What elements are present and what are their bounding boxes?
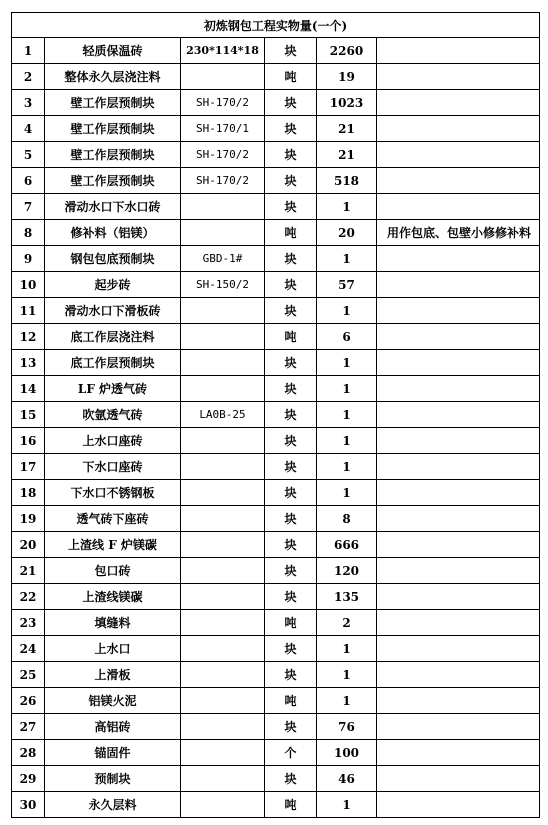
note-cell bbox=[377, 636, 540, 662]
row-number-cell: 10 bbox=[12, 272, 45, 298]
table-row bbox=[12, 350, 540, 376]
unit-cell: 块 bbox=[265, 298, 317, 324]
material-name-cell: LF 炉透气砖 bbox=[45, 376, 181, 402]
spec-cell bbox=[181, 558, 265, 584]
note-cell bbox=[377, 298, 540, 324]
table-row bbox=[12, 532, 540, 558]
table-row bbox=[12, 662, 540, 688]
quantity-cell: 76 bbox=[317, 714, 377, 740]
quantity-cell: 2260 bbox=[317, 38, 377, 64]
row-number-cell: 23 bbox=[12, 610, 45, 636]
spec-cell bbox=[181, 64, 265, 90]
row-number-cell: 7 bbox=[12, 194, 45, 220]
note-cell bbox=[377, 168, 540, 194]
quantity-cell: 19 bbox=[317, 64, 377, 90]
table-row bbox=[12, 272, 540, 298]
note-cell bbox=[377, 246, 540, 272]
material-name-cell: 上滑板 bbox=[45, 662, 181, 688]
note-cell bbox=[377, 584, 540, 610]
spec-cell bbox=[181, 584, 265, 610]
unit-cell: 块 bbox=[265, 766, 317, 792]
unit-cell: 块 bbox=[265, 402, 317, 428]
row-number-cell: 18 bbox=[12, 480, 45, 506]
unit-cell: 块 bbox=[265, 428, 317, 454]
spec-cell: SH-170/1 bbox=[181, 116, 265, 142]
material-name-cell: 填缝料 bbox=[45, 610, 181, 636]
material-name-cell: 吹氩透气砖 bbox=[45, 402, 181, 428]
table-row bbox=[12, 714, 540, 740]
material-name-cell: 上水口 bbox=[45, 636, 181, 662]
row-number-cell: 16 bbox=[12, 428, 45, 454]
note-cell bbox=[377, 38, 540, 64]
spec-cell: LA0B-25 bbox=[181, 402, 265, 428]
note-cell bbox=[377, 64, 540, 90]
table-row bbox=[12, 558, 540, 584]
material-name-cell: 永久层料 bbox=[45, 792, 181, 818]
spec-cell: SH-170/2 bbox=[181, 168, 265, 194]
material-name-cell: 下水口不锈钢板 bbox=[45, 480, 181, 506]
quantity-cell: 1 bbox=[317, 402, 377, 428]
note-cell bbox=[377, 662, 540, 688]
unit-cell: 块 bbox=[265, 376, 317, 402]
unit-cell: 吨 bbox=[265, 64, 317, 90]
spec-cell: 230*114*18 bbox=[181, 38, 265, 64]
unit-cell: 块 bbox=[265, 194, 317, 220]
material-name-cell: 下水口座砖 bbox=[45, 454, 181, 480]
row-number-cell: 1 bbox=[12, 38, 45, 64]
table-row bbox=[12, 168, 540, 194]
note-cell bbox=[377, 428, 540, 454]
row-number-cell: 3 bbox=[12, 90, 45, 116]
note-cell bbox=[377, 714, 540, 740]
quantity-cell: 120 bbox=[317, 558, 377, 584]
quantity-cell: 8 bbox=[317, 506, 377, 532]
table-row bbox=[12, 636, 540, 662]
spec-cell bbox=[181, 220, 265, 246]
material-name-cell: 壁工作层预制块 bbox=[45, 168, 181, 194]
quantity-cell: 1 bbox=[317, 350, 377, 376]
material-name-cell: 壁工作层预制块 bbox=[45, 90, 181, 116]
note-cell bbox=[377, 350, 540, 376]
table-row bbox=[12, 38, 540, 64]
unit-cell: 块 bbox=[265, 90, 317, 116]
row-number-cell: 24 bbox=[12, 636, 45, 662]
row-number-cell: 13 bbox=[12, 350, 45, 376]
spec-cell bbox=[181, 350, 265, 376]
material-name-cell: 修补料（铝镁） bbox=[45, 220, 181, 246]
table-row bbox=[12, 194, 540, 220]
material-name-cell: 包口砖 bbox=[45, 558, 181, 584]
table-row bbox=[12, 610, 540, 636]
unit-cell: 块 bbox=[265, 142, 317, 168]
row-number-cell: 8 bbox=[12, 220, 45, 246]
spec-cell bbox=[181, 636, 265, 662]
material-name-cell: 轻质保温砖 bbox=[45, 38, 181, 64]
quantity-cell: 1 bbox=[317, 454, 377, 480]
note-cell bbox=[377, 142, 540, 168]
row-number-cell: 6 bbox=[12, 168, 45, 194]
row-number-cell: 11 bbox=[12, 298, 45, 324]
quantity-cell: 100 bbox=[317, 740, 377, 766]
table-row bbox=[12, 766, 540, 792]
unit-cell: 块 bbox=[265, 454, 317, 480]
quantity-cell: 518 bbox=[317, 168, 377, 194]
note-cell bbox=[377, 610, 540, 636]
spec-cell bbox=[181, 610, 265, 636]
note-cell bbox=[377, 324, 540, 350]
material-name-cell: 预制块 bbox=[45, 766, 181, 792]
row-number-cell: 9 bbox=[12, 246, 45, 272]
material-name-cell: 铝镁火泥 bbox=[45, 688, 181, 714]
note-cell bbox=[377, 272, 540, 298]
row-number-cell: 25 bbox=[12, 662, 45, 688]
spec-cell bbox=[181, 532, 265, 558]
material-name-cell: 上渣线镁碳 bbox=[45, 584, 181, 610]
table-row bbox=[12, 428, 540, 454]
spec-cell: SH-150/2 bbox=[181, 272, 265, 298]
material-name-cell: 锚固件 bbox=[45, 740, 181, 766]
note-cell bbox=[377, 792, 540, 818]
row-number-cell: 14 bbox=[12, 376, 45, 402]
material-name-cell: 壁工作层预制块 bbox=[45, 142, 181, 168]
title-row bbox=[12, 13, 540, 38]
materials-table bbox=[11, 12, 540, 818]
unit-cell: 块 bbox=[265, 38, 317, 64]
spec-cell bbox=[181, 714, 265, 740]
spec-cell: SH-170/2 bbox=[181, 90, 265, 116]
unit-cell: 块 bbox=[265, 272, 317, 298]
table-row bbox=[12, 246, 540, 272]
note-cell: 用作包底、包壁小修修补料 bbox=[377, 220, 540, 246]
table-row bbox=[12, 376, 540, 402]
quantity-cell: 1 bbox=[317, 636, 377, 662]
note-cell bbox=[377, 506, 540, 532]
quantity-cell: 1 bbox=[317, 480, 377, 506]
quantity-cell: 1 bbox=[317, 428, 377, 454]
spec-cell bbox=[181, 324, 265, 350]
row-number-cell: 22 bbox=[12, 584, 45, 610]
unit-cell: 个 bbox=[265, 740, 317, 766]
table-row bbox=[12, 480, 540, 506]
table-row bbox=[12, 298, 540, 324]
row-number-cell: 12 bbox=[12, 324, 45, 350]
spec-cell bbox=[181, 298, 265, 324]
row-number-cell: 5 bbox=[12, 142, 45, 168]
unit-cell: 块 bbox=[265, 714, 317, 740]
row-number-cell: 20 bbox=[12, 532, 45, 558]
spec-cell bbox=[181, 792, 265, 818]
table-row bbox=[12, 64, 540, 90]
material-name-cell: 上水口座砖 bbox=[45, 428, 181, 454]
unit-cell: 吨 bbox=[265, 220, 317, 246]
unit-cell: 块 bbox=[265, 246, 317, 272]
spec-cell bbox=[181, 454, 265, 480]
row-number-cell: 4 bbox=[12, 116, 45, 142]
spec-cell bbox=[181, 740, 265, 766]
row-number-cell: 28 bbox=[12, 740, 45, 766]
table-title: 初炼钢包工程实物量(一个) bbox=[12, 13, 540, 38]
spec-cell: SH-170/2 bbox=[181, 142, 265, 168]
unit-cell: 吨 bbox=[265, 324, 317, 350]
quantity-cell: 2 bbox=[317, 610, 377, 636]
table-row bbox=[12, 506, 540, 532]
table-row bbox=[12, 142, 540, 168]
material-name-cell: 整体永久层浇注料 bbox=[45, 64, 181, 90]
material-name-cell: 滑动水口下水口砖 bbox=[45, 194, 181, 220]
spec-cell bbox=[181, 506, 265, 532]
quantity-cell: 1 bbox=[317, 246, 377, 272]
unit-cell: 块 bbox=[265, 116, 317, 142]
note-cell bbox=[377, 116, 540, 142]
row-number-cell: 21 bbox=[12, 558, 45, 584]
material-name-cell: 透气砖下座砖 bbox=[45, 506, 181, 532]
table-row bbox=[12, 584, 540, 610]
note-cell bbox=[377, 480, 540, 506]
table-row bbox=[12, 402, 540, 428]
note-cell bbox=[377, 532, 540, 558]
note-cell bbox=[377, 376, 540, 402]
table-row bbox=[12, 688, 540, 714]
unit-cell: 块 bbox=[265, 350, 317, 376]
note-cell bbox=[377, 402, 540, 428]
spec-cell bbox=[181, 662, 265, 688]
quantity-cell: 1 bbox=[317, 662, 377, 688]
note-cell bbox=[377, 90, 540, 116]
spec-cell: GBD-1# bbox=[181, 246, 265, 272]
unit-cell: 块 bbox=[265, 558, 317, 584]
quantity-cell: 135 bbox=[317, 584, 377, 610]
unit-cell: 吨 bbox=[265, 688, 317, 714]
unit-cell: 块 bbox=[265, 662, 317, 688]
unit-cell: 块 bbox=[265, 506, 317, 532]
note-cell bbox=[377, 194, 540, 220]
note-cell bbox=[377, 688, 540, 714]
material-name-cell: 起步砖 bbox=[45, 272, 181, 298]
spec-cell bbox=[181, 766, 265, 792]
row-number-cell: 29 bbox=[12, 766, 45, 792]
table-row bbox=[12, 90, 540, 116]
quantity-cell: 1 bbox=[317, 376, 377, 402]
quantity-cell: 21 bbox=[317, 142, 377, 168]
note-cell bbox=[377, 454, 540, 480]
unit-cell: 块 bbox=[265, 532, 317, 558]
spec-cell bbox=[181, 688, 265, 714]
table-row bbox=[12, 792, 540, 818]
material-name-cell: 底工作层预制块 bbox=[45, 350, 181, 376]
row-number-cell: 2 bbox=[12, 64, 45, 90]
quantity-cell: 1 bbox=[317, 688, 377, 714]
row-number-cell: 19 bbox=[12, 506, 45, 532]
row-number-cell: 27 bbox=[12, 714, 45, 740]
quantity-cell: 20 bbox=[317, 220, 377, 246]
note-cell bbox=[377, 766, 540, 792]
unit-cell: 吨 bbox=[265, 610, 317, 636]
quantity-cell: 1 bbox=[317, 792, 377, 818]
material-name-cell: 底工作层浇注料 bbox=[45, 324, 181, 350]
quantity-cell: 666 bbox=[317, 532, 377, 558]
note-cell bbox=[377, 558, 540, 584]
material-name-cell: 高铝砖 bbox=[45, 714, 181, 740]
table-row bbox=[12, 454, 540, 480]
spec-cell bbox=[181, 194, 265, 220]
table-row bbox=[12, 220, 540, 246]
material-name-cell: 壁工作层预制块 bbox=[45, 116, 181, 142]
unit-cell: 块 bbox=[265, 584, 317, 610]
quantity-cell: 6 bbox=[317, 324, 377, 350]
spec-cell bbox=[181, 480, 265, 506]
note-cell bbox=[377, 740, 540, 766]
quantity-cell: 1 bbox=[317, 194, 377, 220]
unit-cell: 块 bbox=[265, 480, 317, 506]
material-name-cell: 滑动水口下滑板砖 bbox=[45, 298, 181, 324]
table-row bbox=[12, 116, 540, 142]
table-row bbox=[12, 740, 540, 766]
spec-cell bbox=[181, 376, 265, 402]
unit-cell: 块 bbox=[265, 168, 317, 194]
unit-cell: 块 bbox=[265, 636, 317, 662]
quantity-cell: 1 bbox=[317, 298, 377, 324]
material-name-cell: 上渣线 F 炉镁碳 bbox=[45, 532, 181, 558]
row-number-cell: 15 bbox=[12, 402, 45, 428]
row-number-cell: 17 bbox=[12, 454, 45, 480]
quantity-cell: 21 bbox=[317, 116, 377, 142]
unit-cell: 吨 bbox=[265, 792, 317, 818]
table-row bbox=[12, 324, 540, 350]
row-number-cell: 30 bbox=[12, 792, 45, 818]
spec-cell bbox=[181, 428, 265, 454]
quantity-cell: 1023 bbox=[317, 90, 377, 116]
quantity-cell: 46 bbox=[317, 766, 377, 792]
material-name-cell: 钢包包底预制块 bbox=[45, 246, 181, 272]
quantity-cell: 57 bbox=[317, 272, 377, 298]
row-number-cell: 26 bbox=[12, 688, 45, 714]
